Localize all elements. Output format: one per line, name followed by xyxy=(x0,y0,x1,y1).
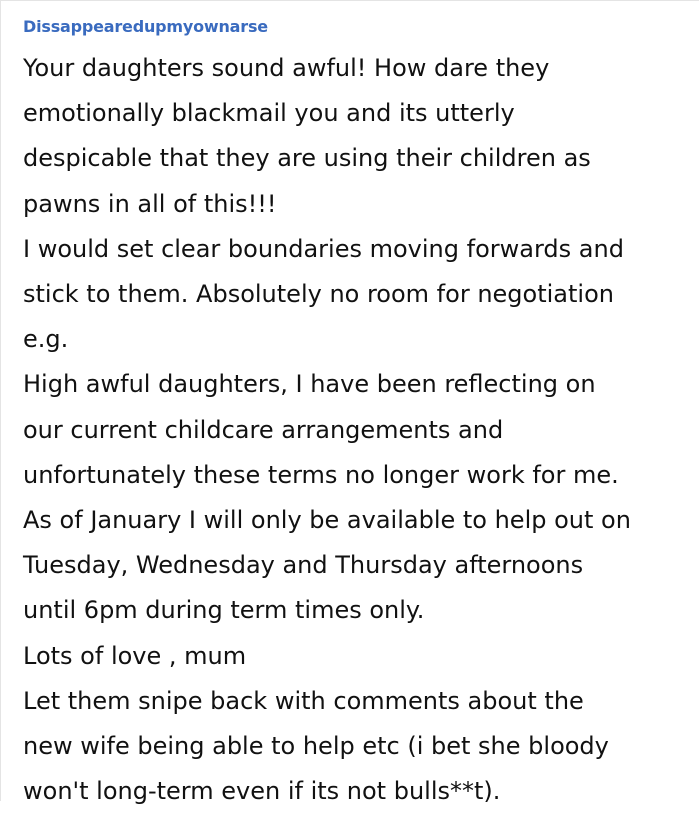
comment-text-line: despicable that they are using their children as xyxy=(23,144,591,173)
comment-text-line: new wife being able to help etc (i bet she bloody xyxy=(23,732,609,761)
comment-text-line: Tuesday, Wednesday and Thursday afternoons xyxy=(23,551,584,580)
comment-text-line: until 6pm during term times only. xyxy=(23,596,425,625)
comment-username[interactable]: Dissappearedupmyownarse xyxy=(23,17,268,36)
comment-text-line: unfortunately these terms no longer work for me. xyxy=(23,460,619,489)
comment-text-line: won't long-term even if its not bulls**t). xyxy=(23,777,501,806)
comment-text-line: pawns in all of this!!! xyxy=(23,189,277,218)
comment-text-line: emotionally blackmail you and its utterly xyxy=(23,99,515,128)
comment-text-line: I would set clear boundaries moving forwards and xyxy=(23,234,624,263)
comment-text-line: As of January I will only be available to help out on xyxy=(23,506,631,535)
comment-text-line: High awful daughters, I have been reflecting on xyxy=(23,370,596,399)
comment-text-line: e.g. xyxy=(23,325,69,354)
comment-text-line: our current childcare arrangements and xyxy=(23,415,504,444)
comment-text-line: Your daughters sound awful! How dare they xyxy=(23,54,550,82)
comment-text-line: Lots of love , mum xyxy=(23,641,247,670)
comment-text-line: stick to them. Absolutely no room for negotiation xyxy=(23,280,614,309)
comment-text-line: Let them snipe back with comments about the xyxy=(23,686,584,715)
comment-body xyxy=(23,46,631,814)
